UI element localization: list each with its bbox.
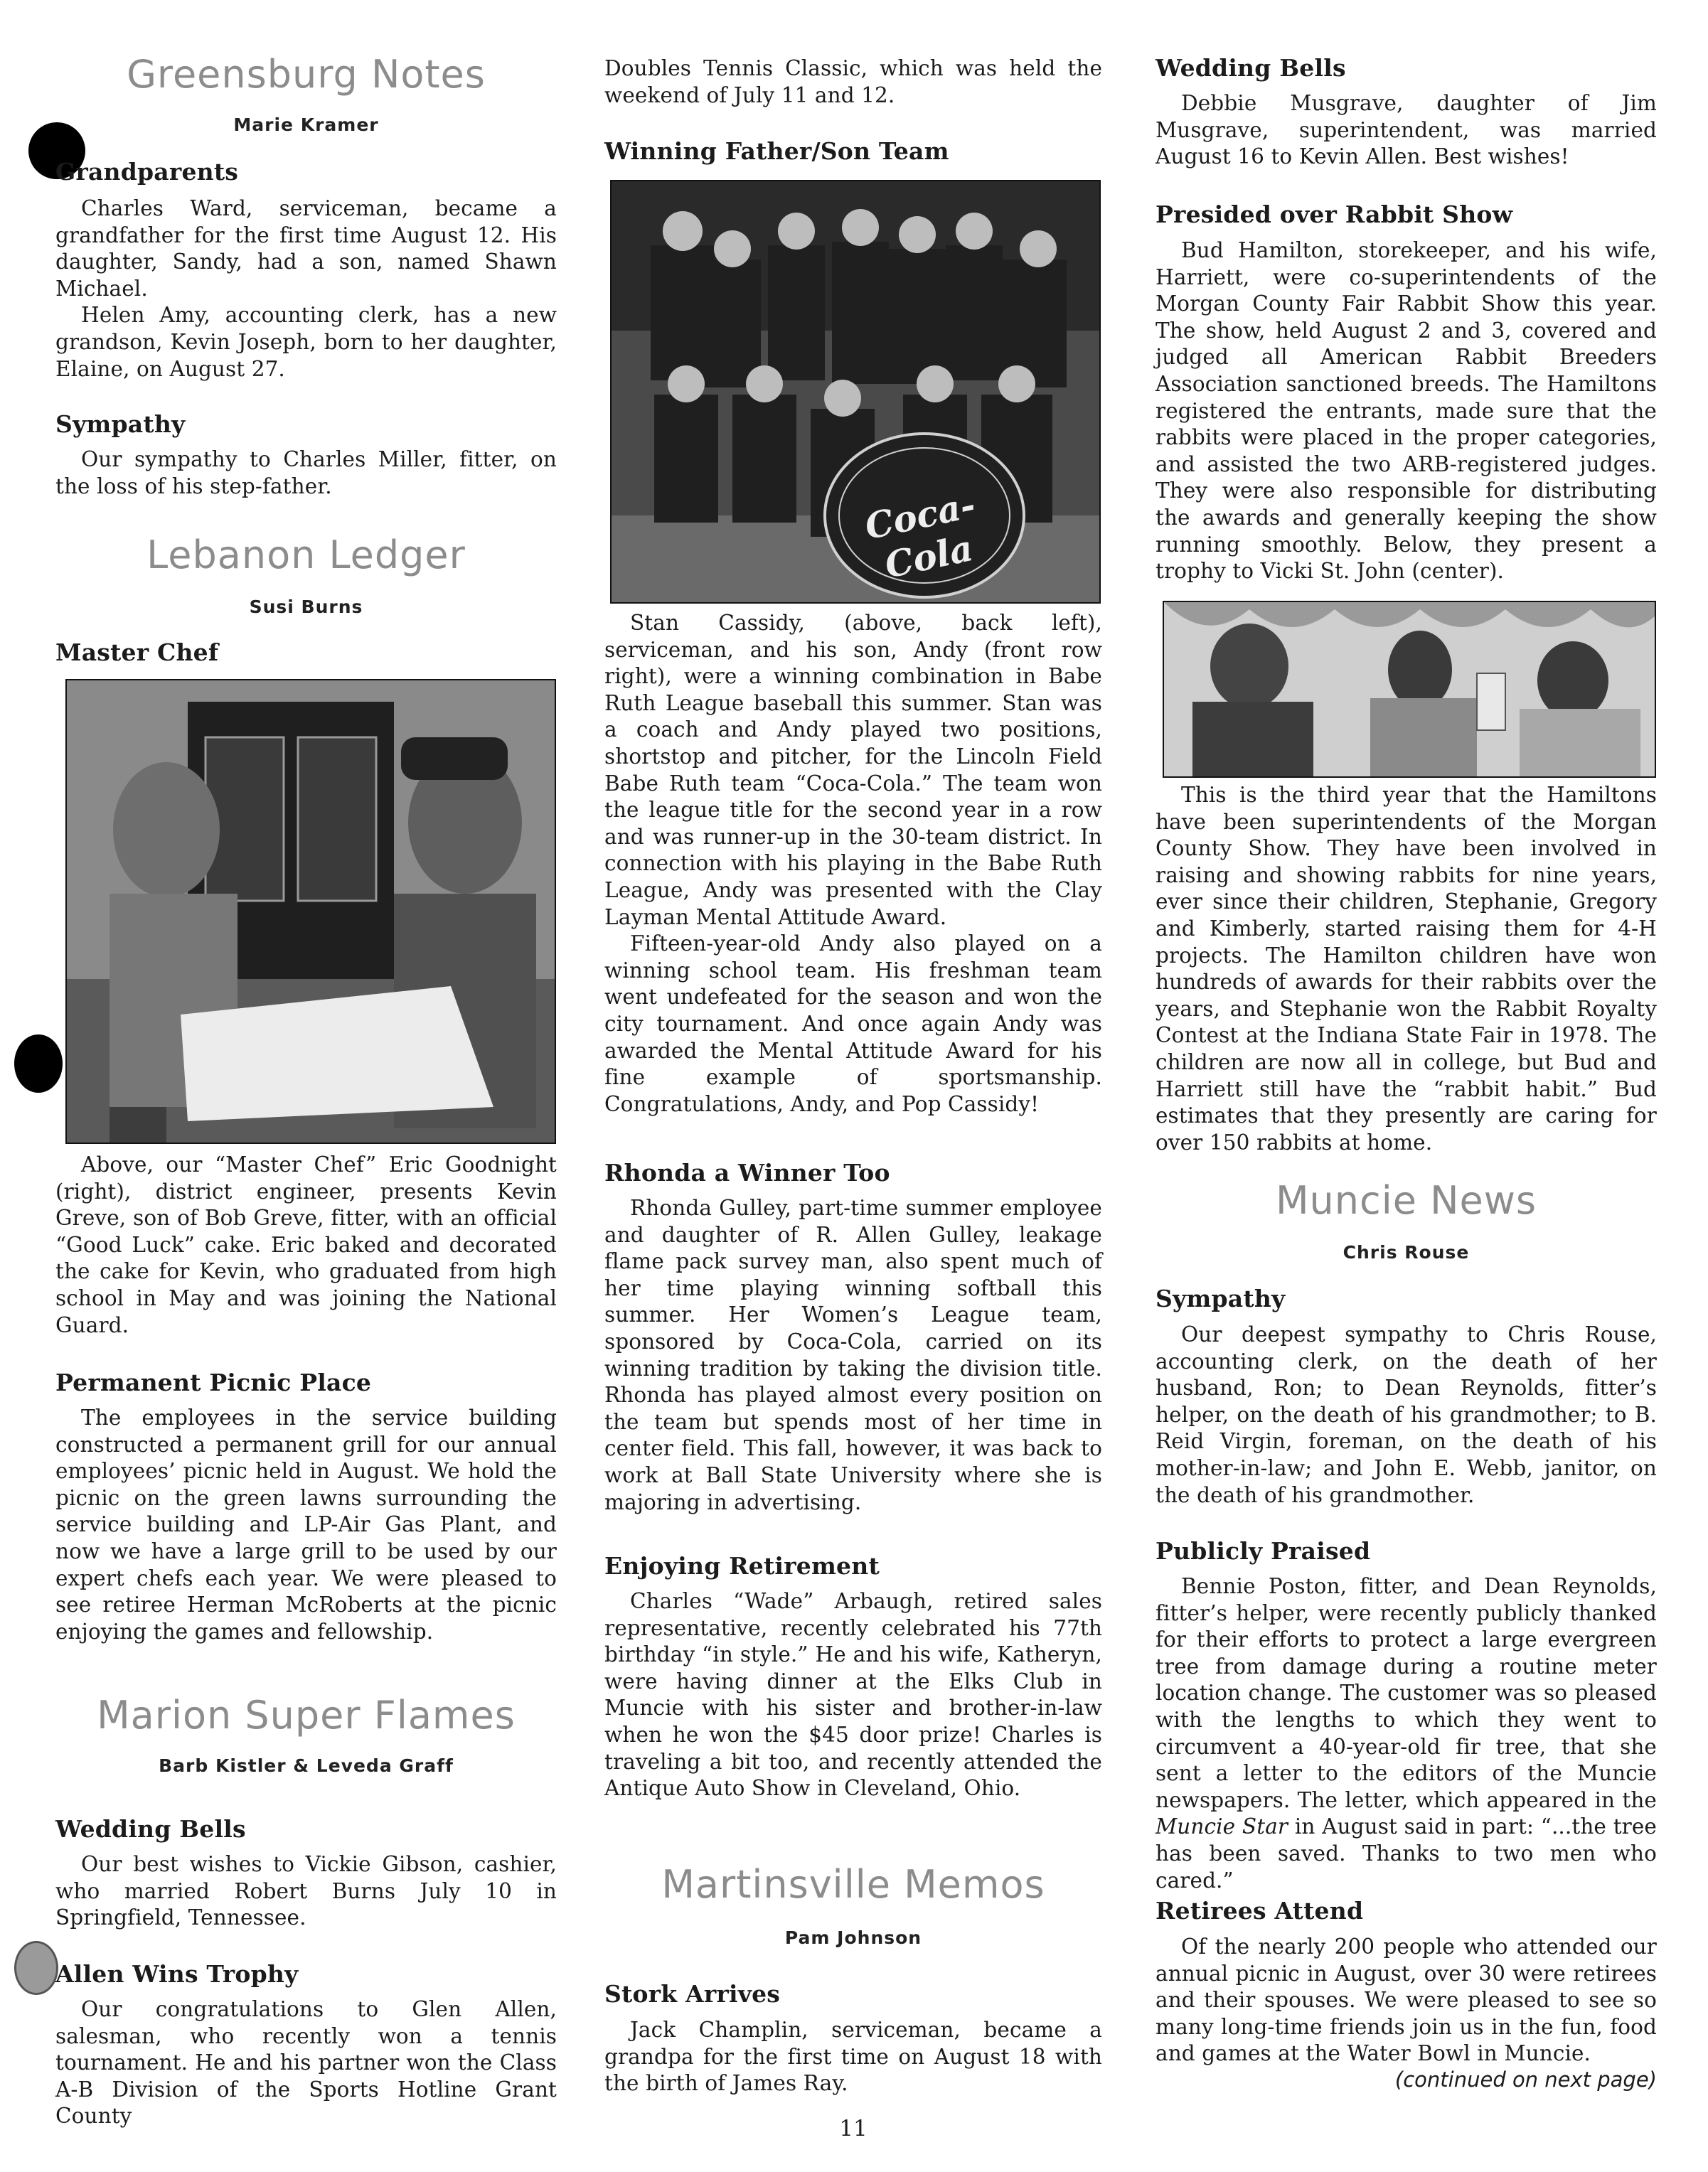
retirees-body: [1155, 1934, 1657, 2092]
lebanon-byline: Susi Burns: [249, 597, 363, 617]
marion-wedding-heading: Wedding Bells: [55, 1815, 246, 1843]
sympathy-body: [55, 446, 557, 500]
praised-body: [1155, 1573, 1657, 1894]
martinsville-title: Martinsville Memos: [661, 1862, 1045, 1907]
team-photo: [610, 180, 1101, 604]
allen-heading: Allen Wins Trophy: [55, 1960, 299, 1988]
marion-title: Marion Super Flames: [97, 1693, 516, 1738]
rabbit-show-photo: [1163, 601, 1656, 778]
stork-body: [604, 2017, 1102, 2097]
allen-body: [55, 1996, 557, 2130]
master-chef-photo: [65, 679, 556, 1144]
rabbit-para-1: Bud Hamilton, storekeeper, and his wife, Harriett, were co-superintendents of the Morgan County Fair Rabbit Show this year. The show, held August 2 and 3, covered and judged all American Rabbit Breeders Association sanctioned breeds. The Hamiltons registered the entrants, made sure that the rabbits were placed in the proper categories, and assisted the two ARB-registered judges. They were also responsible for distributing the awards and generally keeping the show running smoothly. Below, they present a trophy to Vicki St. John (center).: [1155, 238, 1657, 584]
retirement-body: [604, 1588, 1102, 1802]
binder-hole-middle: [14, 1034, 63, 1093]
rabbit-body-1: [1155, 237, 1657, 585]
musgrave-wedding-heading: Wedding Bells: [1155, 54, 1346, 82]
father-son-para-1: Stan Cassidy, (above, back left), serviceman, and his son, Andy (front row right), were a winning combination in Babe Ruth League baseball this summer. Stan was a coach and Andy played two positions, shortstop and pitcher, for the Lincoln Field Babe Ruth team “Coca-Cola.” The team won the league title for the second year in a row and was runner-up in the 30-team district. In connection with his playing in the Babe Ruth League, Andy was presented with the Clay Layman Mental Attitude Award.: [604, 611, 1102, 929]
allen-para: Our congratulations to Glen Allen, salesman, who recently won a tennis tournament. He and his partner won the Class A-B Division of the Sports Hotline Grant County: [55, 1997, 557, 2129]
stork-heading: Stork Arrives: [604, 1980, 781, 2008]
grandparents-para-1: Charles Ward, serviceman, became a grandfather for the first time August 12. His daughter, Sandy, had a son, named Shawn Michael.: [55, 196, 557, 301]
grandparents-para-2: Helen Amy, accounting clerk, has a new grandson, Kevin Joseph, born to her daughter, Elaine, on August 27.: [55, 303, 557, 381]
master-chef-caption-text: Above, our “Master Chef” Eric Goodnight (right), district engineer, presents Kevin Greve, son of Bob Greve, fitter, with an official “Good Luck” cake. Eric baked and decorated the cake for Kevin, who graduated from high school in May and was joining the National Guard.: [55, 1152, 557, 1337]
muncie-sympathy-body: [1155, 1322, 1657, 1509]
marion-wedding-para: Our best wishes to Vickie Gibson, cashier, who married Robert Burns July 10 in Springfield, Tennessee.: [55, 1852, 557, 1930]
muncie-byline: Chris Rouse: [1343, 1242, 1470, 1263]
rhonda-body: [604, 1195, 1102, 1516]
master-chef-heading: Master Chef: [55, 638, 219, 666]
master-chef-photo-image: [67, 680, 555, 1143]
father-son-para-2: Fifteen-year-old Andy also played on a winning school team. His freshman team went undefeated for the season and won the city tournament. And once again Andy was awarded the Mental Attitude Award for his fine example of sportsmanship. Congratulations, Andy, and Pop Cassidy!: [604, 931, 1102, 1116]
page-number: 11: [839, 2116, 868, 2141]
grandparents-heading: Grandparents: [55, 158, 239, 186]
sympathy-para: Our sympathy to Charles Miller, fitter, on the loss of his step-father.: [55, 447, 557, 498]
rabbit-body-2: [1155, 782, 1657, 1156]
coca-cola-logo: Coca-Cola: [861, 483, 979, 587]
continued-note: (continued on next page): [1394, 2067, 1657, 2092]
sympathy-heading: Sympathy: [55, 410, 186, 438]
tennis-continued-text: Doubles Tennis Classic, which was held the weekend of July 11 and 12.: [604, 56, 1102, 107]
muncie-title: Muncie News: [1275, 1178, 1537, 1223]
muncie-sympathy-heading: Sympathy: [1155, 1285, 1286, 1312]
greensburg-byline: Marie Kramer: [233, 114, 379, 135]
marion-wedding-body: [55, 1851, 557, 1932]
retirees-heading: Retirees Attend: [1155, 1897, 1364, 1925]
rhonda-heading: Rhonda a Winner Too: [604, 1159, 890, 1187]
praised-heading: Publicly Praised: [1155, 1537, 1371, 1565]
musgrave-wedding-para: Debbie Musgrave, daughter of Jim Musgrave, superintendent, was married August 16 to Kevin Allen. Best wishes!: [1155, 91, 1657, 169]
rabbit-para-2: This is the third year that the Hamiltons have been superintendents of the Morgan County Show. They have been involved in raising and showing rabbits for nine years, ever since their children, Stephanie, Gregory and Kimberly, started raising them for 4-H projects. The Hamilton children have won hundreds of awards for their rabbits over the years, and Stephanie won the Rabbit Royalty Contest at the Indiana State Fair in 1978. The children are now all in college, but Bud and Harriett still have the “rabbit habit.” Bud estimates that they presently are caring for over 150 rabbits at home.: [1155, 783, 1657, 1155]
master-chef-caption: [55, 1152, 557, 1339]
praised-text-b: in August said in part: “...the tree has been saved. Thanks to two men who cared.”: [1155, 1814, 1657, 1893]
marion-byline: Barb Kistler & Leveda Graff: [159, 1755, 454, 1776]
grandparents-body: [55, 196, 557, 382]
rhonda-para: Rhonda Gulley, part-time summer employee and daughter of R. Allen Gulley, leakage flame pack survey man, also spent much of her time playing winning softball this summer. Her Women’s League team, sponsored by Coca-Cola, carried on its winning tradition by taking the division title. Rhonda has played almost every position on the team but spends most of her time in center field. This fall, however, it was back to work at Ball State University where she is majoring in advertising.: [604, 1196, 1102, 1514]
rabbit-heading: Presided over Rabbit Show: [1155, 200, 1513, 228]
lebanon-title: Lebanon Ledger: [146, 533, 466, 577]
picnic-para: The employees in the service building constructed a permanent grill for our annual employees’ picnic held in August. We hold the picnic on the green lawns surrounding the service building and LP-Air Gas Plant, and now we have a large grill to be used by our expert chefs each year. We were pleased to see retiree Herman McRoberts at the picnic enjoying the games and fellowship.: [55, 1406, 557, 1644]
musgrave-wedding-body: [1155, 90, 1657, 171]
muncie-star-title: Muncie Star: [1155, 1814, 1288, 1839]
stork-para: Jack Champlin, serviceman, became a grandpa for the first time on August 18 with the birth of James Ray.: [604, 2018, 1102, 2096]
retirement-heading: Enjoying Retirement: [604, 1552, 880, 1580]
father-son-body: [604, 610, 1102, 1118]
retirement-para: Charles “Wade” Arbaugh, retired sales representative, recently celebrated his 77th birthday “in style.” He and his wife, Katheryn, were having dinner at the Elks Club in Muncie with his sister and brother-in-law when he won the $45 door prize! Charles is traveling a bit too, and recently attended the Antique Auto Show in Cleveland, Ohio.: [604, 1589, 1102, 1801]
muncie-sympathy-para: Our deepest sympathy to Chris Rouse, accounting clerk, on the death of her husband, Ron; to Dean Reynolds, fitter’s helper, on the death of his grandmother; to B. Reid Virgin, foreman, on the death of his mother-in-law; and John E. Webb, janitor, on the death of his grandmother.: [1155, 1322, 1657, 1507]
praised-para: [1155, 1573, 1657, 1894]
picnic-body: [55, 1405, 557, 1645]
praised-text-a: Bennie Poston, fitter, and Dean Reynolds, fitter’s helper, were recently publicly thanked for their efforts to protect a large evergreen tree from damage during a routine meter location change. The customer was so pleased with the lengths to which they went to circumvent a 40-year-old fir tree, that she sent a letter to the editors of the Muncie newspapers. The letter, which appeared in the: [1155, 1574, 1657, 1812]
rabbit-show-photo-image: [1164, 602, 1655, 776]
picnic-heading: Permanent Picnic Place: [55, 1369, 372, 1396]
father-son-heading: Winning Father/Son Team: [604, 137, 949, 165]
retirees-para: Of the nearly 200 people who attended our annual picnic in August, over 30 were retirees and their spouses. We were pleased to see so many long-time friends join us in the fun, food and games at the Water Bowl in Muncie.: [1155, 1935, 1657, 2066]
greensburg-title: Greensburg Notes: [127, 52, 486, 97]
martinsville-byline: Pam Johnson: [784, 1927, 922, 1948]
binder-hole-bottom: [14, 1941, 58, 1995]
tennis-continued: [604, 55, 1102, 109]
